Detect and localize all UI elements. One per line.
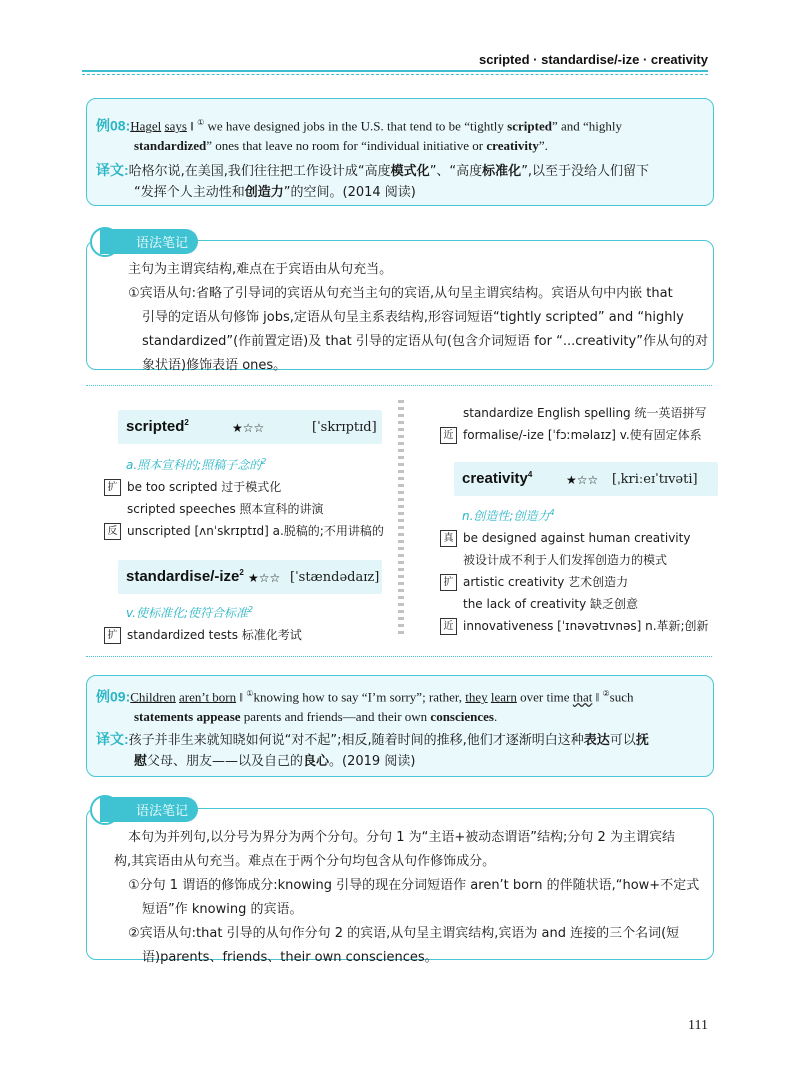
example-label: 例08: (96, 117, 131, 134)
headword-creativity: creativity$^4$ (462, 470, 533, 487)
tag-synonym: 近 (440, 427, 457, 444)
running-header: scripted · standardise/-ize · creativity (478, 52, 708, 67)
section-divider (86, 385, 712, 386)
tag-real-exam: 真 (440, 530, 457, 547)
standardise-entries-continued: standardize English spelling 统一英语拼写 近 formalise/-ize [ˈfɔːməlaɪz] v.使有固定体系 (440, 402, 720, 446)
rating-stars: ★☆☆ (248, 571, 281, 585)
scripted-entries: 扩 be too scripted 过于模式化 scripted speeches 照本宣科的讲演 反 unscripted [ʌnˈskrɪptɪd] a.脱稿的;不用讲稿的 (104, 476, 394, 542)
translation-label: 译文: (96, 731, 129, 747)
headword-scripted: scripted$^2$ (126, 418, 189, 435)
part-of-speech: n.创造性;创造力$^4$ (462, 508, 555, 523)
example-08-translation: 译文:哈格尔说,在美国,我们往往把工作设计成“高度模式化”、“高度标准化”,以至于没给人们留下 (96, 162, 650, 179)
translation-label: 译文: (96, 162, 129, 178)
grammar-note-1-body: 主句为主谓宾结构,难点在于宾语由从句充当。 ①宾语从句:省略了引导词的宾语从句充当主句的宾语,从句呈主谓宾结构。宾语从句中内嵌 that 引导的定语从句修饰 jobs,定语从句呈主系表结构,形容词短语“tightly scripted” and “highly standardized”(作前置定语)及 that 引导的定语从句(包含介词短语 for “...creativity”作从句的对 象状语)修饰表语 ones。 (128, 262, 708, 373)
header-rule (82, 70, 708, 72)
example-09-translation-line2: 慰父母、朋友——以及自己的良心。(2019 阅读) (134, 754, 416, 769)
grammar-note-2-title: 语法笔记 (100, 797, 198, 822)
rating-stars: ★☆☆ (566, 473, 599, 487)
part-of-speech: v.使标准化;使符合标准$^2$ (126, 605, 254, 620)
example-09-translation: 译文:孩子并非生来就知晓如何说“对不起”;相反,随着时间的推移,他们才逐渐明白这种表达可以抚 (96, 731, 649, 748)
headword-standardise: standardise/-ize$^2$ (126, 568, 244, 585)
part-of-speech: a.照本宣科的;照稿子念的$^2$ (126, 457, 267, 472)
example-08-sentence-line2: standardized” ones that leave no room for “individual initiative or creativity”. (134, 138, 548, 153)
tag-synonym: 近 (440, 618, 457, 635)
tag-expand: 扩 (104, 627, 121, 644)
section-divider (86, 656, 712, 657)
rating-stars: ★☆☆ (232, 421, 265, 435)
tag-expand: 扩 (440, 574, 457, 591)
phonetic: [ˈskrɪptɪd] (312, 420, 377, 435)
tag-expand: 扩 (104, 479, 121, 496)
phonetic: [ˈstændədaɪz] (290, 570, 380, 585)
grammar-note-1-title: 语法笔记 (100, 229, 198, 254)
phonetic: [ˌkriːeɪˈtɪvəti] (612, 472, 698, 487)
example-label: 例09: (96, 688, 131, 705)
standardise-entries: 扩 standardized tests 标准化考试 (104, 624, 302, 646)
example-08-sentence: 例08:Hagel says ‖ ① we have designed jobs in the U.S. that tend to be “tightly scripted” and “highly (96, 117, 622, 134)
example-09-sentence: 例09:Children aren’t born ‖ ①knowing how to say “I’m sorry”; rather, they learn over time that ‖ ②such (96, 688, 634, 705)
tag-antonym: 反 (104, 523, 121, 540)
grammar-note-2-body: 本句为并列句,以分号为界分为两个分句。分句 1 为“主语+被动态谓语”结构;分句 2 为主谓宾结 构,其宾语由从句充当。难点在于两个分句均包含从句作修饰成分。 ①分句 1 谓语的修饰成分:knowing 引导的现在分词短语作 aren’t born 的伴随状语,“how+不定式 短语”作 knowing 的宾语。 ②宾语从句:that 引导的从句作分句 2 的宾语,从句呈主谓宾结构,宾语为 and 连接的三个名词(短 语)parents、friends、their own consciences。 (114, 830, 700, 965)
column-separator (398, 400, 404, 635)
creativity-entries: 真 be designed against human creativity 被设计成不利于人们发挥创造力的模式 扩 artistic creativity 艺术创造力 the lack of creativity 缺乏创意 近 innovativeness [ˈɪnəvətɪvnəs] n.革新;创新 (440, 527, 720, 637)
header-dashed-rule (82, 74, 708, 75)
example-08-translation-line2: “发挥个人主动性和创造力”的空间。(2014 阅读) (134, 185, 416, 200)
example-09-sentence-line2: statements appease parents and friends—and their own consciences. (134, 709, 498, 724)
page-number: 111 (688, 1018, 708, 1033)
